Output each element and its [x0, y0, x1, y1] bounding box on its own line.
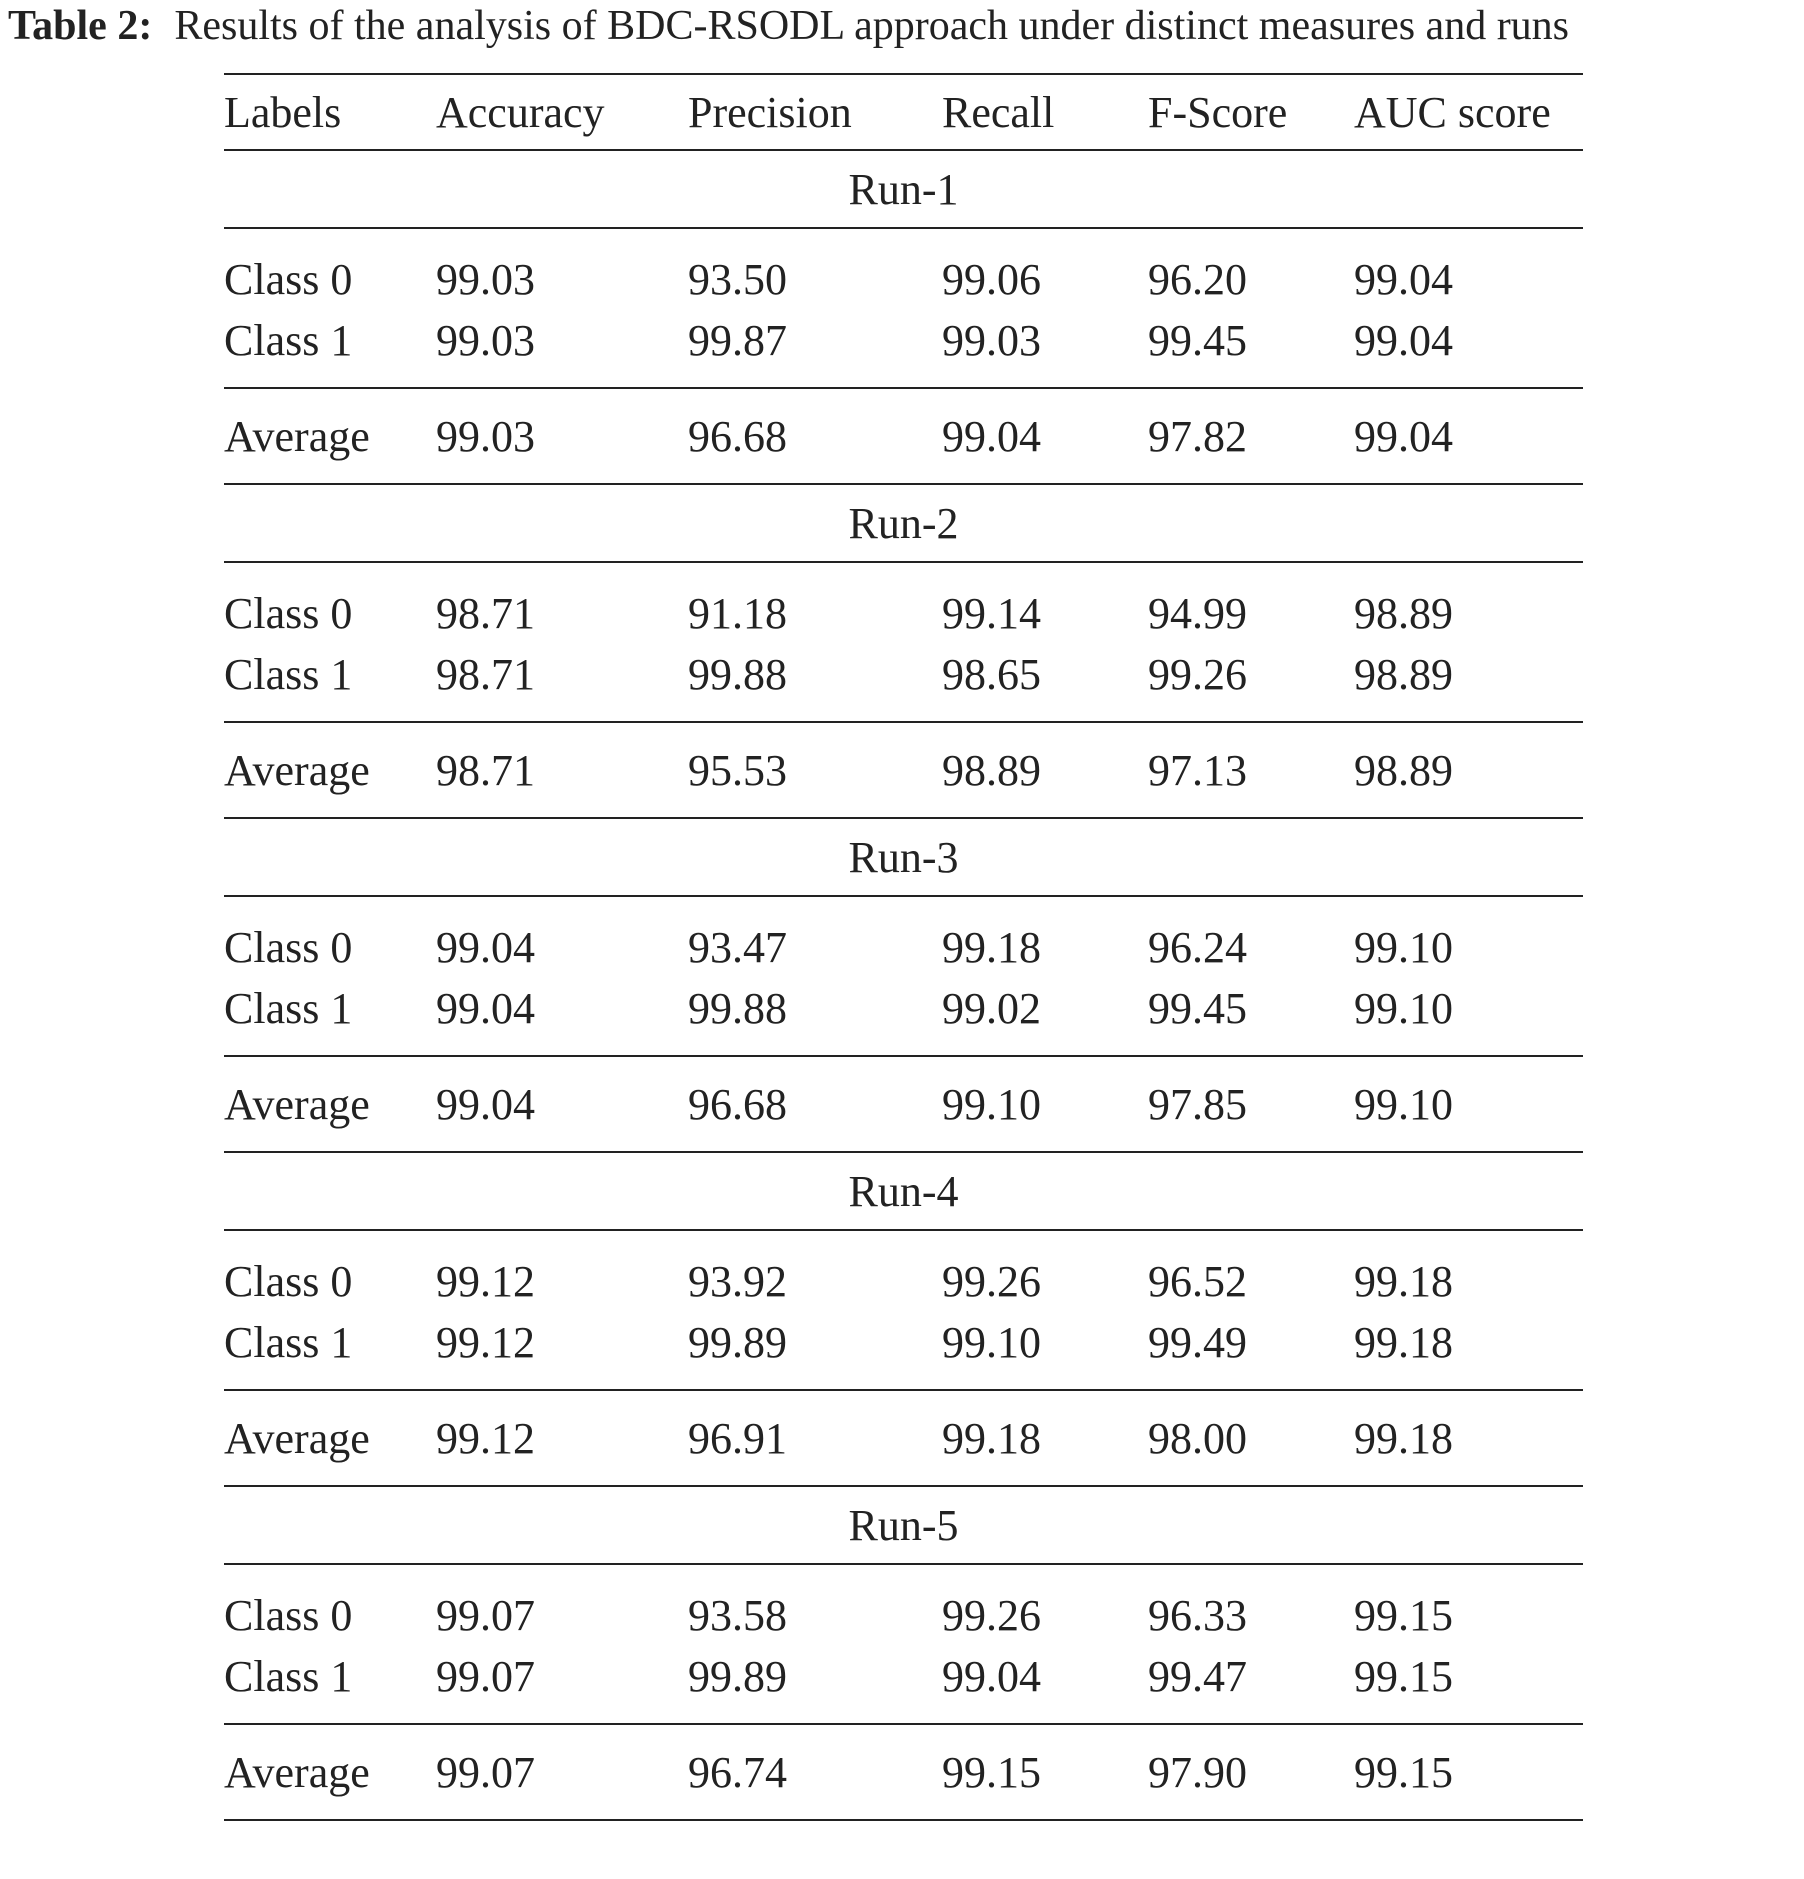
auc-score-cell: 98.89 — [1354, 745, 1453, 795]
label-cell: Class 1 — [224, 1652, 353, 1701]
recall-cell: 99.04 — [942, 411, 1041, 461]
f-score-cell: 96.24 — [1148, 923, 1247, 972]
recall-cell: 99.02 — [942, 984, 1041, 1033]
precision-cell: 93.58 — [688, 1591, 787, 1640]
recall-cell: 99.15 — [942, 1747, 1041, 1797]
spacer — [224, 1373, 1583, 1389]
label-cell: Class 0 — [224, 589, 353, 638]
accuracy-cell: 99.04 — [436, 984, 535, 1033]
auc-score-cell: 99.18 — [1354, 1318, 1453, 1367]
accuracy-cell: 98.71 — [436, 650, 535, 699]
f-score-cell: 99.45 — [1148, 316, 1247, 365]
f-score-cell: 97.85 — [1148, 1079, 1247, 1129]
table-row — [224, 917, 1583, 978]
label-cell: Average — [224, 1079, 370, 1129]
label-cell: Class 0 — [224, 255, 353, 304]
spacer — [224, 1231, 1583, 1251]
spacer — [224, 1707, 1583, 1723]
average-row — [224, 389, 1583, 483]
accuracy-cell: 99.03 — [436, 255, 535, 304]
f-score-cell: 99.47 — [1148, 1652, 1247, 1701]
f-score-cell: 98.00 — [1148, 1413, 1247, 1463]
recall-cell: 99.26 — [942, 1257, 1041, 1306]
column-header: Recall — [942, 87, 1055, 137]
recall-cell: 99.03 — [942, 316, 1041, 365]
recall-cell: 99.06 — [942, 255, 1041, 304]
accuracy-cell: 98.71 — [436, 589, 535, 638]
results-table — [224, 73, 1583, 1821]
accuracy-cell: 99.04 — [436, 1079, 535, 1129]
table-row — [224, 583, 1583, 644]
f-score-cell: 96.33 — [1148, 1591, 1247, 1640]
caption-label: Table 2: — [8, 3, 153, 49]
precision-cell: 91.18 — [688, 589, 787, 638]
auc-score-cell: 98.89 — [1354, 650, 1453, 699]
auc-score-cell: 99.04 — [1354, 255, 1453, 304]
run-name: Run-4 — [848, 1166, 959, 1216]
auc-score-cell: 99.18 — [1354, 1413, 1453, 1463]
table-caption — [8, 0, 1569, 52]
f-score-cell: 99.49 — [1148, 1318, 1247, 1367]
label-cell: Class 1 — [224, 1318, 353, 1367]
precision-cell: 95.53 — [688, 745, 787, 795]
run-header — [224, 485, 1583, 561]
precision-cell: 96.68 — [688, 411, 787, 461]
label-cell: Average — [224, 1747, 370, 1797]
spacer — [224, 563, 1583, 583]
precision-cell: 99.88 — [688, 650, 787, 699]
spacer — [224, 897, 1583, 917]
accuracy-cell: 99.07 — [436, 1747, 535, 1797]
auc-score-cell: 99.04 — [1354, 316, 1453, 365]
table-row — [224, 644, 1583, 705]
recall-cell: 99.10 — [942, 1079, 1041, 1129]
label-cell: Average — [224, 1413, 370, 1463]
precision-cell: 96.74 — [688, 1747, 787, 1797]
precision-cell: 99.87 — [688, 316, 787, 365]
accuracy-cell: 99.12 — [436, 1318, 535, 1367]
precision-cell: 96.91 — [688, 1413, 787, 1463]
auc-score-cell: 99.10 — [1354, 923, 1453, 972]
precision-cell: 99.89 — [688, 1652, 787, 1701]
run-header — [224, 1153, 1583, 1229]
column-header: AUC score — [1354, 87, 1551, 137]
spacer — [224, 705, 1583, 721]
column-header: Precision — [688, 87, 852, 137]
label-cell: Class 0 — [224, 1257, 353, 1306]
auc-score-cell: 99.10 — [1354, 1079, 1453, 1129]
run-name: Run-3 — [848, 832, 959, 882]
table-row — [224, 978, 1583, 1039]
auc-score-cell: 99.15 — [1354, 1591, 1453, 1640]
f-score-cell: 97.13 — [1148, 745, 1247, 795]
table-row — [224, 1312, 1583, 1373]
recall-cell: 98.89 — [942, 745, 1041, 795]
accuracy-cell: 99.03 — [436, 411, 535, 461]
f-score-cell: 96.52 — [1148, 1257, 1247, 1306]
average-row — [224, 1725, 1583, 1819]
table-row — [224, 1646, 1583, 1707]
run-header — [224, 151, 1583, 227]
label-cell: Average — [224, 411, 370, 461]
recall-cell: 99.10 — [942, 1318, 1041, 1367]
precision-cell: 93.47 — [688, 923, 787, 972]
recall-cell: 99.18 — [942, 923, 1041, 972]
table-row — [224, 1251, 1583, 1312]
spacer — [224, 229, 1583, 249]
spacer — [224, 1039, 1583, 1055]
run-header — [224, 819, 1583, 895]
spacer — [224, 1565, 1583, 1585]
recall-cell: 99.04 — [942, 1652, 1041, 1701]
run-name: Run-5 — [848, 1500, 959, 1550]
run-header — [224, 1487, 1583, 1563]
accuracy-cell: 99.07 — [436, 1652, 535, 1701]
recall-cell: 99.14 — [942, 589, 1041, 638]
accuracy-cell: 99.04 — [436, 923, 535, 972]
precision-cell: 99.89 — [688, 1318, 787, 1367]
auc-score-cell: 99.15 — [1354, 1652, 1453, 1701]
auc-score-cell: 99.10 — [1354, 984, 1453, 1033]
label-cell: Class 1 — [224, 984, 353, 1033]
accuracy-cell: 99.12 — [436, 1257, 535, 1306]
auc-score-cell: 99.04 — [1354, 411, 1453, 461]
accuracy-cell: 99.12 — [436, 1413, 535, 1463]
spacer — [224, 371, 1583, 387]
header-row — [224, 75, 1583, 149]
f-score-cell: 97.90 — [1148, 1747, 1247, 1797]
label-cell: Class 1 — [224, 316, 353, 365]
table-row — [224, 249, 1583, 310]
precision-cell: 93.92 — [688, 1257, 787, 1306]
label-cell: Class 0 — [224, 923, 353, 972]
f-score-cell: 97.82 — [1148, 411, 1247, 461]
recall-cell: 98.65 — [942, 650, 1041, 699]
caption-text: Results of the analysis of BDC-RSODL approach under distinct measures and runs — [174, 3, 1570, 49]
auc-score-cell: 99.15 — [1354, 1747, 1453, 1797]
average-rule — [224, 1819, 1583, 1821]
label-cell: Average — [224, 745, 370, 795]
label-cell: Class 0 — [224, 1591, 353, 1640]
accuracy-cell: 99.07 — [436, 1591, 535, 1640]
column-header: F-Score — [1148, 87, 1288, 137]
accuracy-cell: 98.71 — [436, 745, 535, 795]
run-name: Run-1 — [848, 164, 959, 214]
f-score-cell: 99.45 — [1148, 984, 1247, 1033]
f-score-cell: 99.26 — [1148, 650, 1247, 699]
f-score-cell: 94.99 — [1148, 589, 1247, 638]
table-row — [224, 1585, 1583, 1646]
auc-score-cell: 99.18 — [1354, 1257, 1453, 1306]
average-row — [224, 1391, 1583, 1485]
f-score-cell: 96.20 — [1148, 255, 1247, 304]
column-header: Accuracy — [436, 87, 605, 137]
label-cell: Class 1 — [224, 650, 353, 699]
average-row — [224, 1057, 1583, 1151]
precision-cell: 96.68 — [688, 1079, 787, 1129]
accuracy-cell: 99.03 — [436, 316, 535, 365]
recall-cell: 99.18 — [942, 1413, 1041, 1463]
recall-cell: 99.26 — [942, 1591, 1041, 1640]
precision-cell: 93.50 — [688, 255, 787, 304]
run-name: Run-2 — [848, 498, 959, 548]
precision-cell: 99.88 — [688, 984, 787, 1033]
auc-score-cell: 98.89 — [1354, 589, 1453, 638]
table-row — [224, 310, 1583, 371]
average-row — [224, 723, 1583, 817]
column-header: Labels — [224, 87, 342, 137]
